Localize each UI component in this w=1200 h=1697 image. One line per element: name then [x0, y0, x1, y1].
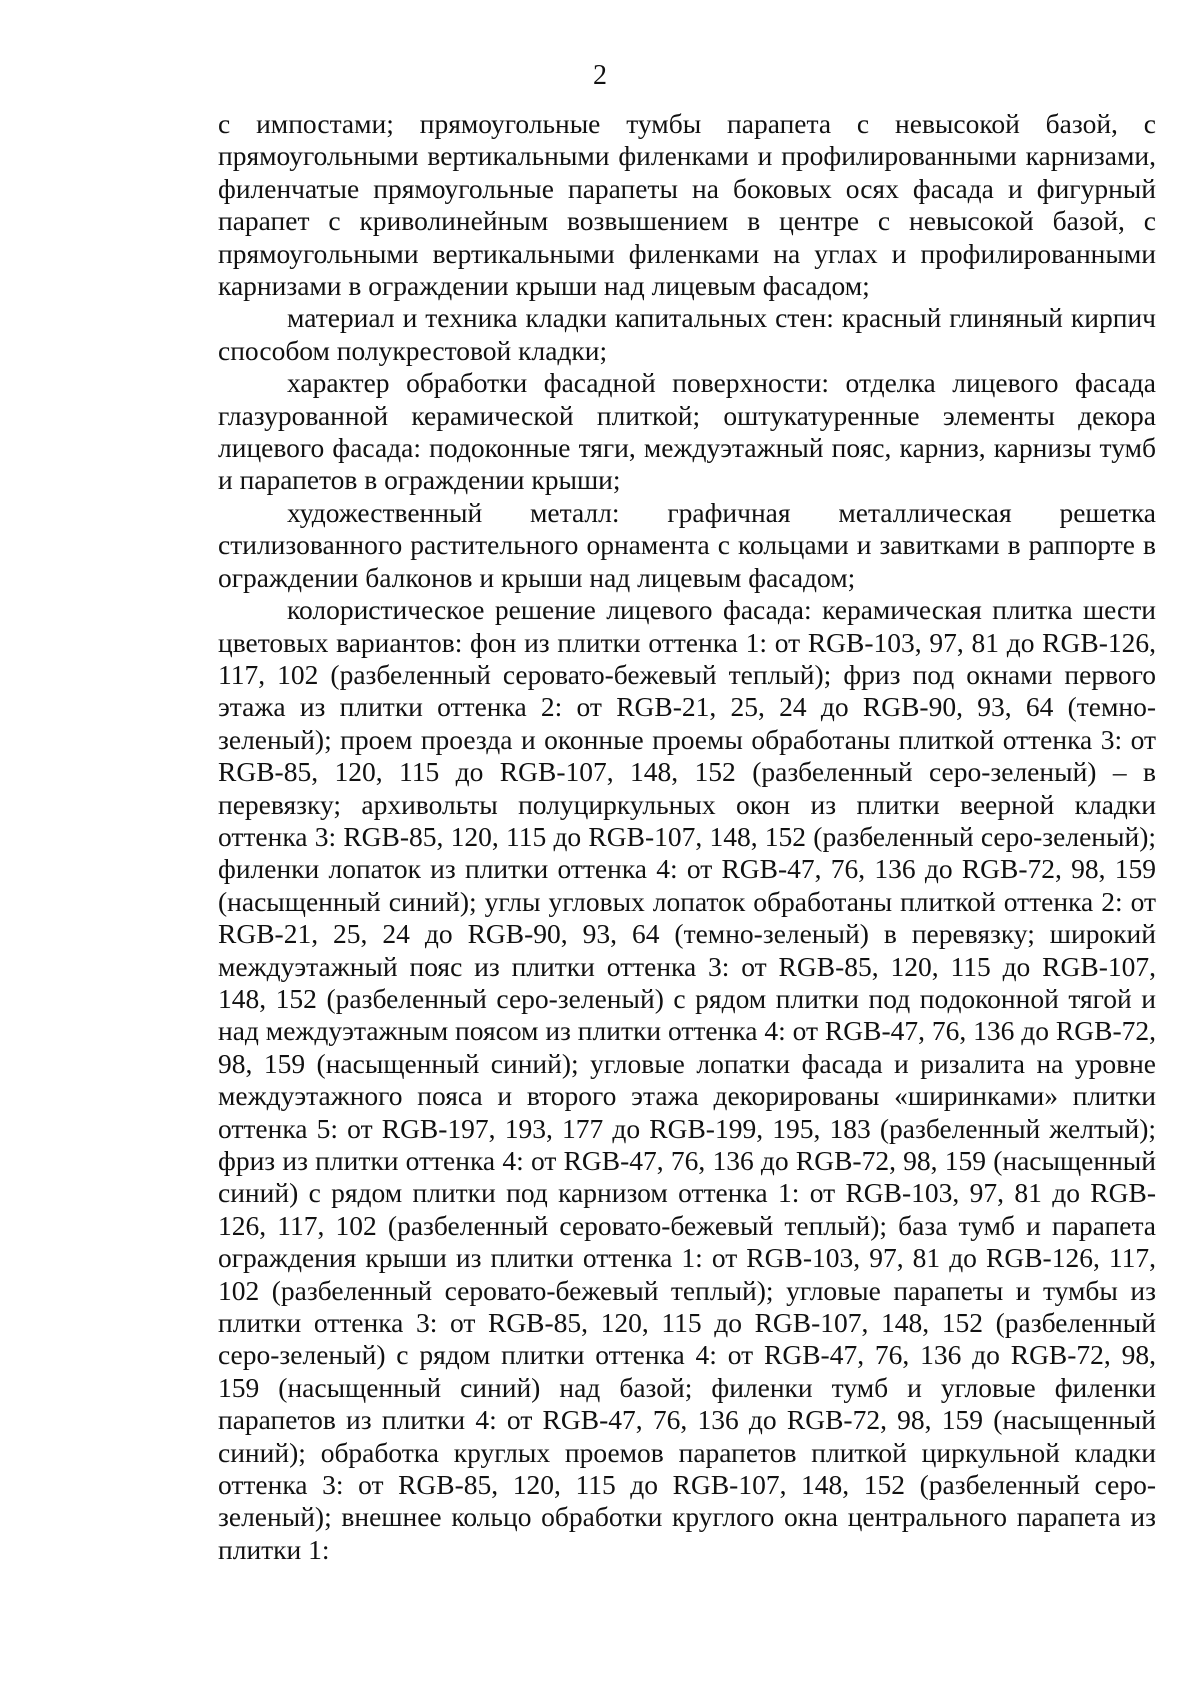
paragraph-artistic-metal: художественный металл: графичная металлическая решетка стилизованного растительного орнамента с кольцами и завитками в раппорте в ограждении балконов и крыши над лицевым фасадом; [218, 496, 1156, 593]
paragraph-continuation: с импостами; прямоугольные тумбы парапета с невысокой базой, с прямоугольными вертикальными филенками и профилированными карнизами, филенчатые прямоугольные парапеты на боковых осях фасада и фигурный парапет с криволинейным возвышением в центре с невысокой базой, с прямоугольными вертикальными филенками на углах и профилированными карнизами в ограждении крыши над лицевым фасадом; [218, 108, 1156, 302]
paragraph-wall-material: материал и техника кладки капитальных стен: красный глиняный кирпич способом полукрестовой кладки; [218, 302, 1156, 366]
paragraph-facade-surface: характер обработки фасадной поверхности: отделка лицевого фасада глазурованной керамической плиткой; оштукатуренные элементы декора лицевого фасада: подоконные тяги, междуэтажный пояс, карниз, карнизы тумб и парапетов в ограждении крыши; [218, 367, 1156, 496]
page-number: 2 [593, 60, 607, 91]
paragraph-color-scheme: колористическое решение лицевого фасада: керамическая плитка шести цветовых вариантов: фон из плитки оттенка 1: от RGB-103, 97, 81 до RGB-126, 117, 102 (разбеленный серовато-бежевый теплый); фриз под окнами первого этажа из плитки оттенка 2: от RGB-21, 25, 24 до RGB-90, 93, 64 (темно-зеленый); проем проезда и оконные проемы обработаны плиткой оттенка 3: от RGB-85, 120, 115 до RGB-107, 148, 152 (разбеленный серо-зеленый) – в перевязку; архивольты полуциркульных окон из плитки веерной кладки оттенка 3: RGB-85, 120, 115 до RGB-107, 148, 152 (разбеленный серо-зеленый); филенки лопаток из плитки оттенка 4: от RGB-47, 76, 136 до RGB-72, 98, 159 (насыщенный синий); углы угловых лопаток обработаны плиткой оттенка 2: от RGB-21, 25, 24 до RGB-90, 93, 64 (темно-зеленый) в перевязку; широкий междуэтажный пояс из плитки оттенка 3: от RGB-85, 120, 115 до RGB-107, 148, 152 (разбеленный серо-зеленый) с рядом плитки под подоконной тягой и над междуэтажным поясом из плитки оттенка 4: от RGB-47, 76, 136 до RGB-72, 98, 159 (насыщенный синий); угловые лопатки фасада и ризалита на уровне междуэтажного пояса и второго этажа декорированы «ширинками» плитки оттенка 5: от RGB-197, 193, 177 до RGB-199, 195, 183 (разбеленный желтый); фриз из плитки оттенка 4: от RGB-47, 76, 136 до RGB-72, 98, 159 (насыщенный синий) с рядом плитки под карнизом оттенка 1: от RGB-103, 97, 81 до RGB-126, 117, 102 (разбеленный серовато-бежевый теплый); база тумб и парапета ограждения крыши из плитки оттенка 1: от RGB-103, 97, 81 до RGB-126, 117, 102 (разбеленный серовато-бежевый теплый); угловые парапеты и тумбы из плитки оттенка 3: от RGB-85, 120, 115 до RGB-107, 148, 152 (разбеленный серо-зеленый) с рядом плитки оттенка 4: от RGB-47, 76, 136 до RGB-72, 98, 159 (насыщенный синий) над базой; филенки тумб и угловые филенки парапетов из плитки 4: от RGB-47, 76, 136 до RGB-72, 98, 159 (насыщенный синий); обработка круглых проемов парапетов плиткой циркульной кладки оттенка 3: от RGB-85, 120, 115 до RGB-107, 148, 152 (разбеленный серо-зеленый); внешнее кольцо обработки круглого окна центрального парапета из плитки 1: [218, 594, 1156, 1565]
document-body [218, 108, 1156, 1566]
